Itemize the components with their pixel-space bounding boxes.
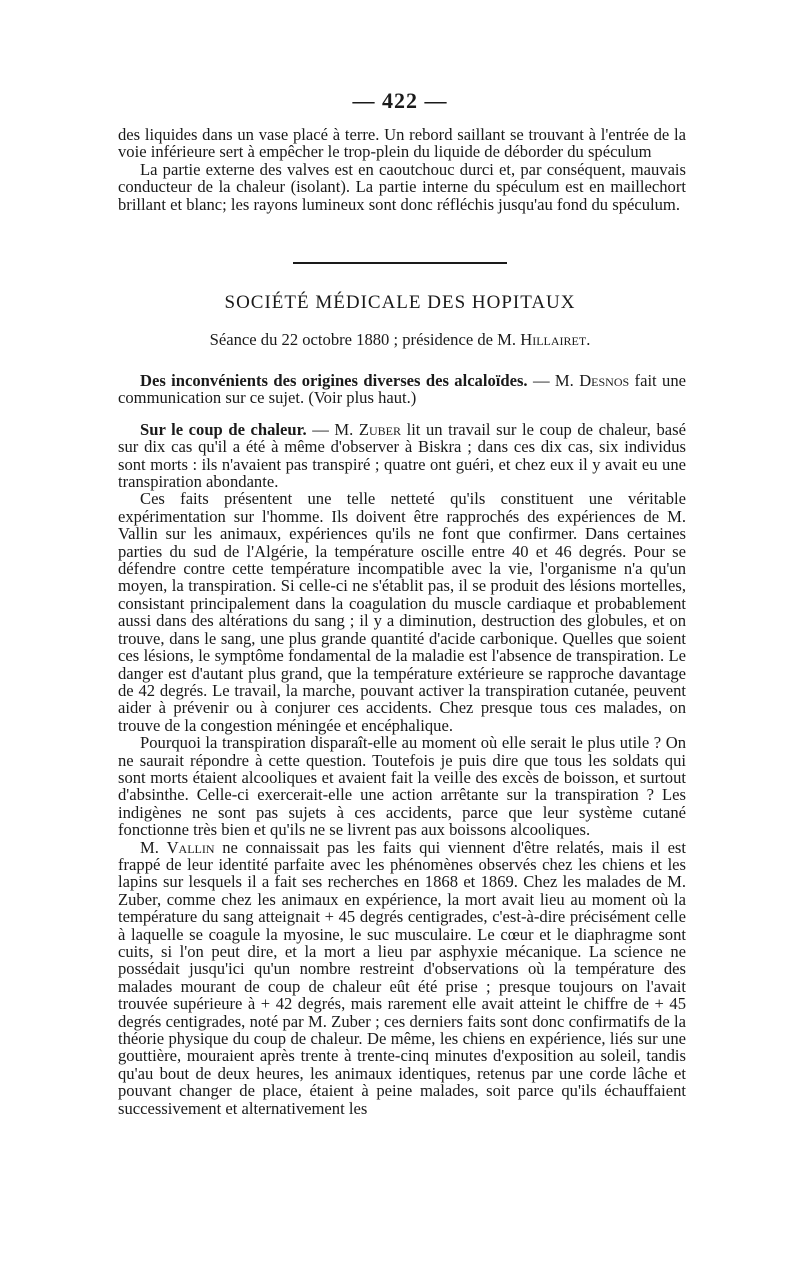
section-heatstroke	[118, 421, 686, 491]
page-number: — 422 —	[352, 88, 448, 113]
section-heatstroke-name: Zuber	[358, 419, 401, 439]
intro-block	[118, 126, 686, 213]
body-block	[118, 372, 686, 1117]
seance-text: Séance du 22 octobre 1880 ; présidence de M.	[209, 330, 517, 349]
section-alkaloids	[118, 372, 686, 407]
seance-line	[0, 330, 800, 350]
vallin-text: ne connaissait pas les faits qui viennent d'être relatés, mais il est frappé de leur identité parfaite avec les phénomènes observés chez les chiens et les lapins sur lesquels il a fait ses recherches en 1868 et 1869. Chez les malades de M. Zuber, comme chez les animaux en expérience, la mort avait lieu au moment où la température du sang atteignait + 45 degrés centigrades, c'est-à-dire précisément celle à laquelle se coagule la myosine, le suc musculaire. Le cœur et le diaphragme sont cuits, si l'on peut dire, et la mort a lieu par asphyxie mécanique. La science ne possédait jusqu'ici qu'un nombre restreint d'observations où la température des malades mourant de coup de chaleur eût été prise ; presque toujours on l'avait trouvée supérieure à + 42 degrés, mais rarement elle avait atteint le chiffre de + 45 degrés centigrades, noté par M. Zuber ; ces derniers faits sont donc confirmatifs de la théorie physique du coup de chaleur. De même, les chiens en expérience, liés sur une gouttière, mouraient après trente à trente-cinq minutes d'exposition au soleil, tandis qu'au bout de deux heures, les animaux identiques, retenus par une corde lâche et pouvant changer de place, étaient à peine malades, soit parce qu'ils échauffaient successivement et alternativement les	[118, 837, 686, 1118]
society-title: SOCIÉTÉ MÉDICALE DES HOPITAUX	[224, 292, 576, 313]
heatstroke-paragraph-3: Pourquoi la transpiration disparaît-elle au moment où elle serait le plus utile ? On ne saurait répondre à cette question. Toutefois je puis dire que tous les soldats qui sont morts étaient alcooliques et avaient fait la veille des excès de boisson, et surtout d'absinthe. Celle-ci exercerait-elle une action arrêtante sur la transpiration ? Les indigènes ne sont pas sujets à ces accidents, parce que leur système cutané fonctionne très bien et qu'ils ne se livrent pas aux boissons alcooliques.	[118, 733, 686, 840]
heatstroke-paragraph-2: Ces faits présentent une telle netteté qu'ils constituent une véritable expérimentation sur l'homme. Ils doivent être rapprochés des expériences de M. Vallin sur les animaux, expériences qu'ils ne font que confirmer. Dans certaines parties du sud de l'Algérie, la température oscille entre 40 et 46 degrés. Pour se défendre contre cette température incompatible avec la vie, l'organisme n'a qu'un moyen, la transpiration. Si celle-ci ne s'établit pas, il se produit des lésions mortelles, consistant principalement dans la coagulation du muscle cardiaque et probablement aussi dans des altérations du sang ; il y a diminution, destruction des globules, et on trouve, dans le sang, une plus grande quantité d'acide carbonique. Quelles que soient ces lésions, le symptôme fondamental de la maladie est l'absence de transpiration. Le danger est d'autant plus grand, que la température extérieure se rapproche davantage de 42 degrés. Le travail, la marche, pouvant activer la transpiration cutanée, peuvent aider à prévenir ou à conjurer ces accidents. Chez presque tous ces malades, on trouve de la congestion méningée et encéphalique.	[118, 489, 686, 735]
intro-paragraph-2: La partie externe des valves est en caoutchouc durci et, par conséquent, mauvais conducteur de la chaleur (isolant). La partie interne du spéculum est en maillechort brillant et blanc; les rayons lumineux sont donc réfléchis jusqu'au fond du spéculum.	[118, 159, 686, 214]
section-divider	[293, 262, 507, 264]
section-heatstroke-dash: — M.	[306, 419, 359, 439]
section-heatstroke-heading: Sur le coup de chaleur.	[140, 419, 307, 439]
seance-president: Hillairet.	[520, 330, 591, 349]
intro-paragraph-1: des liquides dans un vase placé à terre. Un rebord saillant se trouvant à l'entrée de la voie inférieure sert à empêcher le trop-plein du liquide de déborder du spéculum	[118, 125, 686, 162]
section-alkaloids-name: Desnos	[579, 371, 630, 390]
section-alkaloids-heading: Des inconvénients des origines diverses des alcaloïdes.	[140, 371, 528, 390]
vallin-name: Vallin	[166, 837, 215, 857]
section-alkaloids-dash: — M.	[527, 371, 580, 390]
section-alkaloids-text: fait une communication sur ce sujet. (Voir plus haut.)	[118, 371, 686, 408]
vallin-paragraph	[118, 839, 686, 1118]
vallin-prefix: M.	[140, 837, 167, 857]
section-heatstroke-text: lit un travail sur le coup de chaleur, basé sur dix cas qu'il a été à même d'observer à Biskra ; dans ces dix cas, six individus sont morts : ils n'avaient pas transpiré ; quatre ont guéri, et chez eux il y avait eu une transpiration abondante.	[118, 419, 686, 492]
